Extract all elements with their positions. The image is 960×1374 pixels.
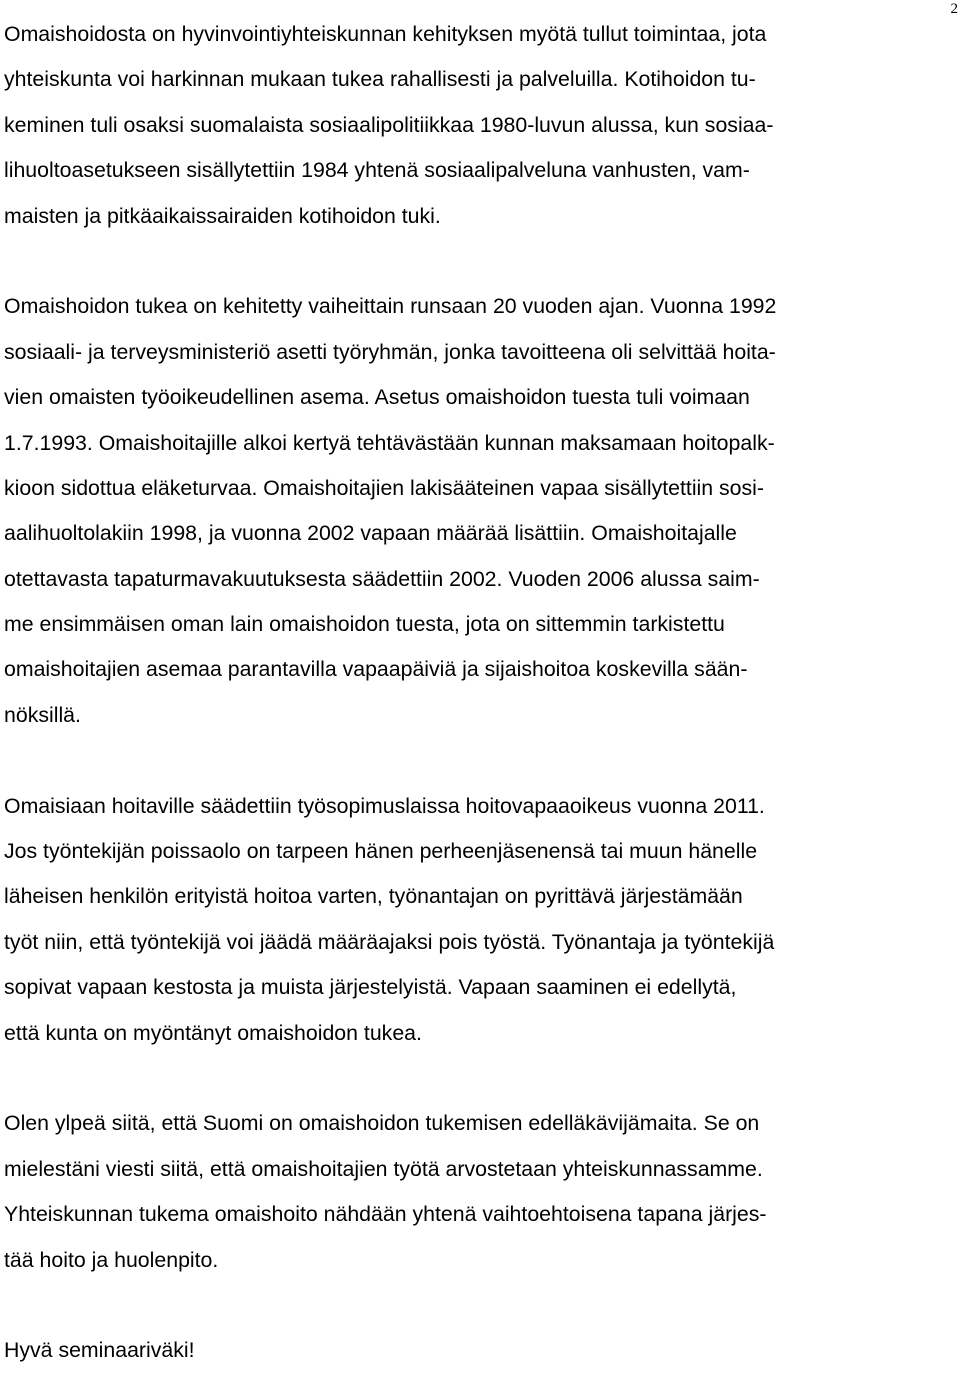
text-line: Omaishoidosta on hyvinvointiyhteiskunnan kehityksen myötä tullut toimintaa, jota	[4, 22, 767, 46]
text-line: omaishoitajien asemaa parantavilla vapaapäiviä ja sijaishoitoa koskevilla sään-	[4, 657, 748, 682]
closing-line	[4, 1328, 944, 1373]
text-line: sosiaali- ja terveysministeriö asetti työryhmän, jonka tavoitteena oli selvittää hoita-	[4, 339, 776, 364]
text-line: Omaishoidon tukea on kehitetty vaiheittain runsaan 20 vuoden ajan. Vuonna 1992	[4, 294, 777, 319]
paragraph	[4, 12, 944, 239]
text-line: yhteiskunta voi harkinnan mukaan tukea rahallisesti ja palveluilla. Kotihoidon tu-	[4, 67, 756, 92]
paragraph-spacer	[4, 1283, 944, 1328]
text-line: mielestäni viesti siitä, että omaishoitajien työtä arvostetaan yhteiskunnassamme.	[4, 1156, 763, 1181]
paragraph-spacer	[4, 1056, 944, 1101]
document-body	[4, 12, 944, 1374]
paragraph	[4, 784, 944, 1056]
text-line: Olen ylpeä siitä, että Suomi on omaishoidon tukemisen edelläkävijämaita. Se on	[4, 1111, 760, 1136]
text-line: että kunta on myöntänyt omaishoidon tukea.	[4, 1020, 422, 1045]
text-line: Jos työntekijän poissaolo on tarpeen hänen perheenjäsenensä tai muun hänelle	[4, 839, 758, 864]
paragraph	[4, 1101, 944, 1283]
text-line: me ensimmäisen oman lain omaishoidon tuesta, jota on sittemmin tarkistettu	[4, 612, 725, 637]
paragraph-spacer	[4, 738, 944, 783]
text-line: vien omaisten työoikeudellinen asema. Asetus omaishoidon tuesta tuli voimaan	[4, 385, 750, 410]
text-line: nöksillä.	[4, 702, 81, 727]
text-line: Yhteiskunnan tukema omaishoito nähdään yhtenä vaihtoehtoisena tapana järjes-	[4, 1202, 767, 1227]
page-number: 2	[950, 1, 958, 17]
text-line: keminen tuli osaksi suomalaista sosiaalipolitiikkaa 1980-luvun alussa, kun sosiaa-	[4, 112, 774, 137]
text-line: maisten ja pitkäaikaissairaiden kotihoidon tuki.	[4, 203, 441, 228]
text-line: työt niin, että työntekijä voi jäädä määräajaksi pois työstä. Työnantaja ja työntekijä	[4, 929, 775, 954]
text-line: 1.7.1993. Omaishoitajille alkoi kertyä tehtävästään kunnan maksamaan hoitopalk-	[4, 430, 775, 455]
text-line: sopivat vapaan kestosta ja muista järjestelyistä. Vapaan saaminen ei edellytä,	[4, 975, 737, 1000]
text-line: läheisen henkilön erityistä hoitoa varten, työnantajan on pyrittävä järjestämään	[4, 884, 743, 909]
text-line: aalihuoltolakiin 1998, ja vuonna 2002 vapaan määrää lisättiin. Omaishoitajalle	[4, 521, 737, 546]
text-line: otettavasta tapaturmavakuutuksesta säädettiin 2002. Vuoden 2006 alussa saim-	[4, 566, 760, 591]
text-line: lihuoltoasetukseen sisällytettiin 1984 yhtenä sosiaalipalveluna vanhusten, vam-	[4, 158, 750, 183]
paragraph-spacer	[4, 239, 944, 284]
text-line: Omaisiaan hoitaville säädettiin työsopimuslaissa hoitovapaaoikeus vuonna 2011.	[4, 793, 765, 818]
text-line: tää hoito ja huolenpito.	[4, 1247, 219, 1272]
text-line: kioon sidottua eläketurvaa. Omaishoitajien lakisääteinen vapaa sisällytettiin sosi-	[4, 475, 765, 500]
text-line: Hyvä seminaariväki!	[4, 1338, 195, 1363]
paragraph	[4, 284, 944, 738]
